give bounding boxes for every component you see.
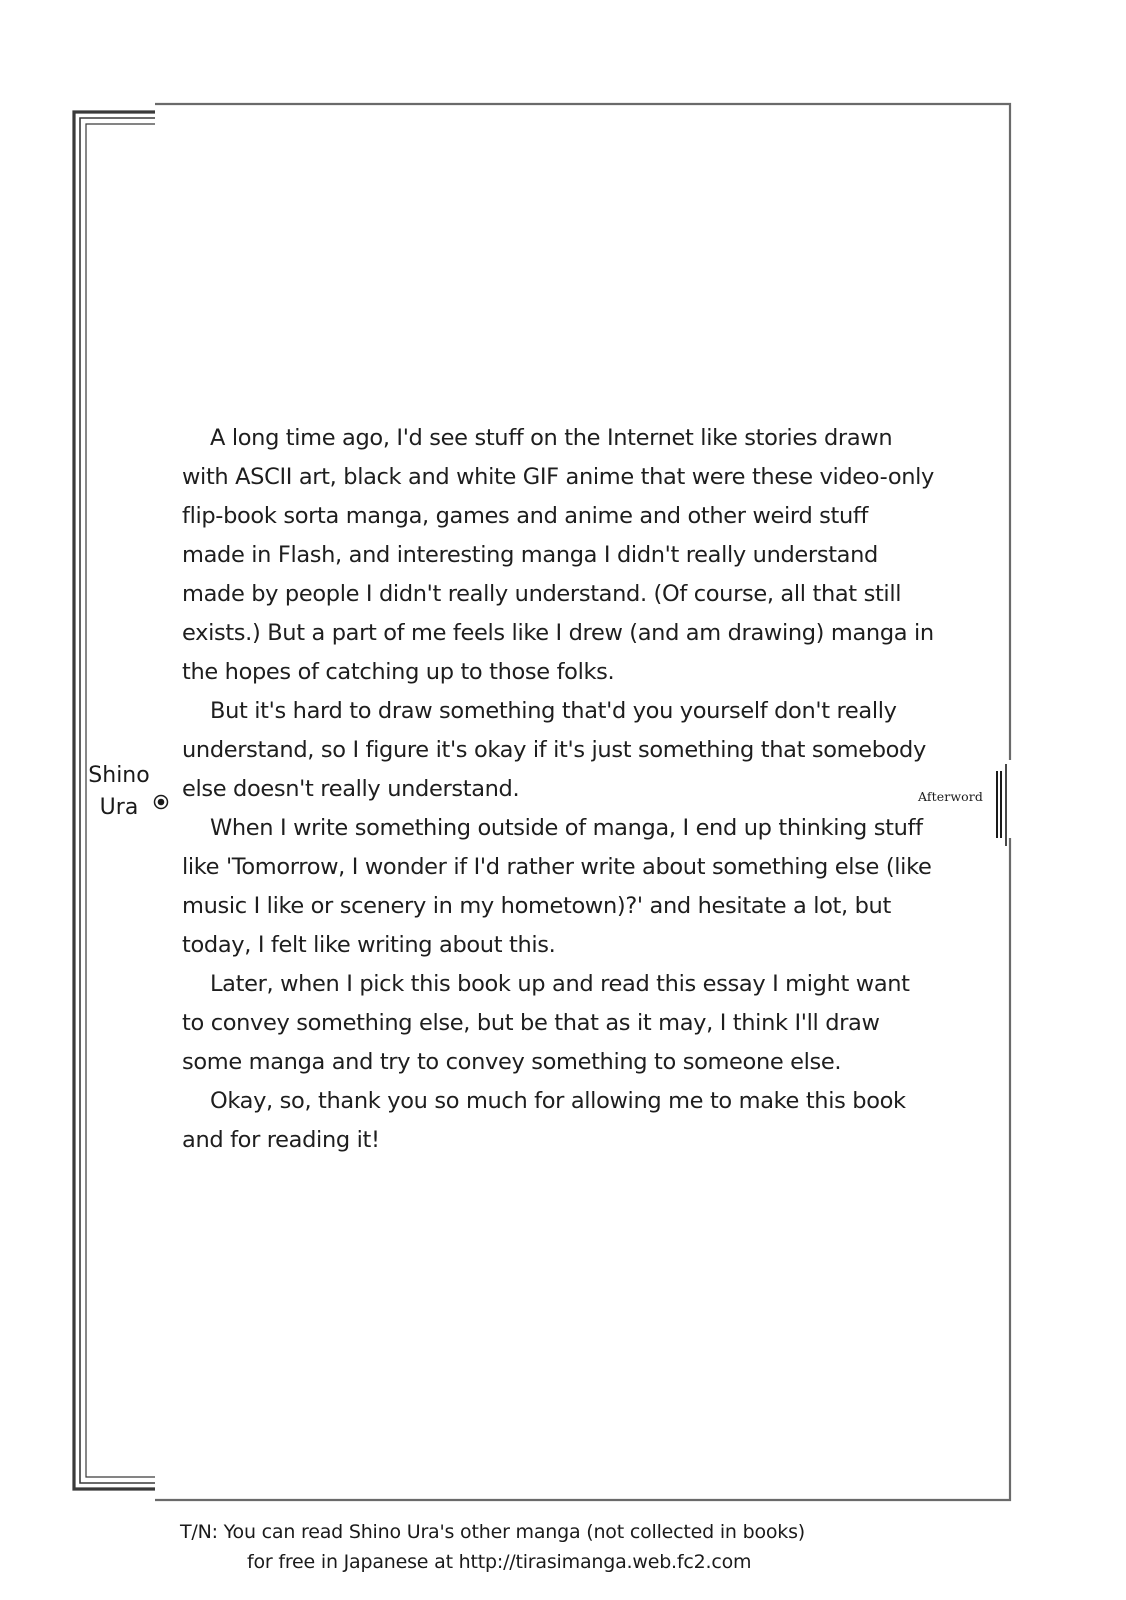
essay-paragraph: Later, when I pick this book up and read this essay I might want to convey something else, but be that as it may, I think I'll draw some manga and try to convey something to someone else.: [182, 971, 910, 1075]
section-title: Afterword: [918, 789, 983, 804]
translator-note-line-2: for free in Japanese at http://tirasimanga.web.fc2.com: [247, 1551, 752, 1573]
essay-paragraph: When I write something outside of manga, I end up thinking stuff like 'Tomorrow, I wonder if I'd rather write about something else (like music I like or scenery in my hometown)?' and hesitate a lot, but today, I felt like writing about this.: [182, 815, 932, 958]
translator-note: [180, 1517, 880, 1577]
author-last-name: Ura: [99, 795, 139, 820]
essay-body: [182, 419, 942, 1160]
bullet-icon: [155, 796, 168, 809]
translator-note-line-1: T/N: You can read Shino Ura's other manga (not collected in books): [180, 1521, 806, 1543]
essay-paragraph: But it's hard to draw something that'd you yourself don't really understand, so I figure it's okay if it's just something that somebody else doesn't really understand.: [182, 698, 926, 802]
section-marker-lines: [997, 764, 1006, 846]
essay-paragraph: Okay, so, thank you so much for allowing me to make this book and for reading it!: [182, 1088, 906, 1153]
author-first-name: Shino: [88, 763, 150, 788]
author-name: [83, 760, 155, 824]
essay-paragraph: A long time ago, I'd see stuff on the Internet like stories drawn with ASCII art, black and white GIF anime that were these video-only flip-book sorta manga, games and anime and other weird stuff made in Flash, and interesting manga I didn't really understand made by people I didn't really understand. (Of course, all that still exists.) But a part of me feels like I drew (and am drawing) manga in the hopes of catching up to those folks.: [182, 425, 935, 685]
